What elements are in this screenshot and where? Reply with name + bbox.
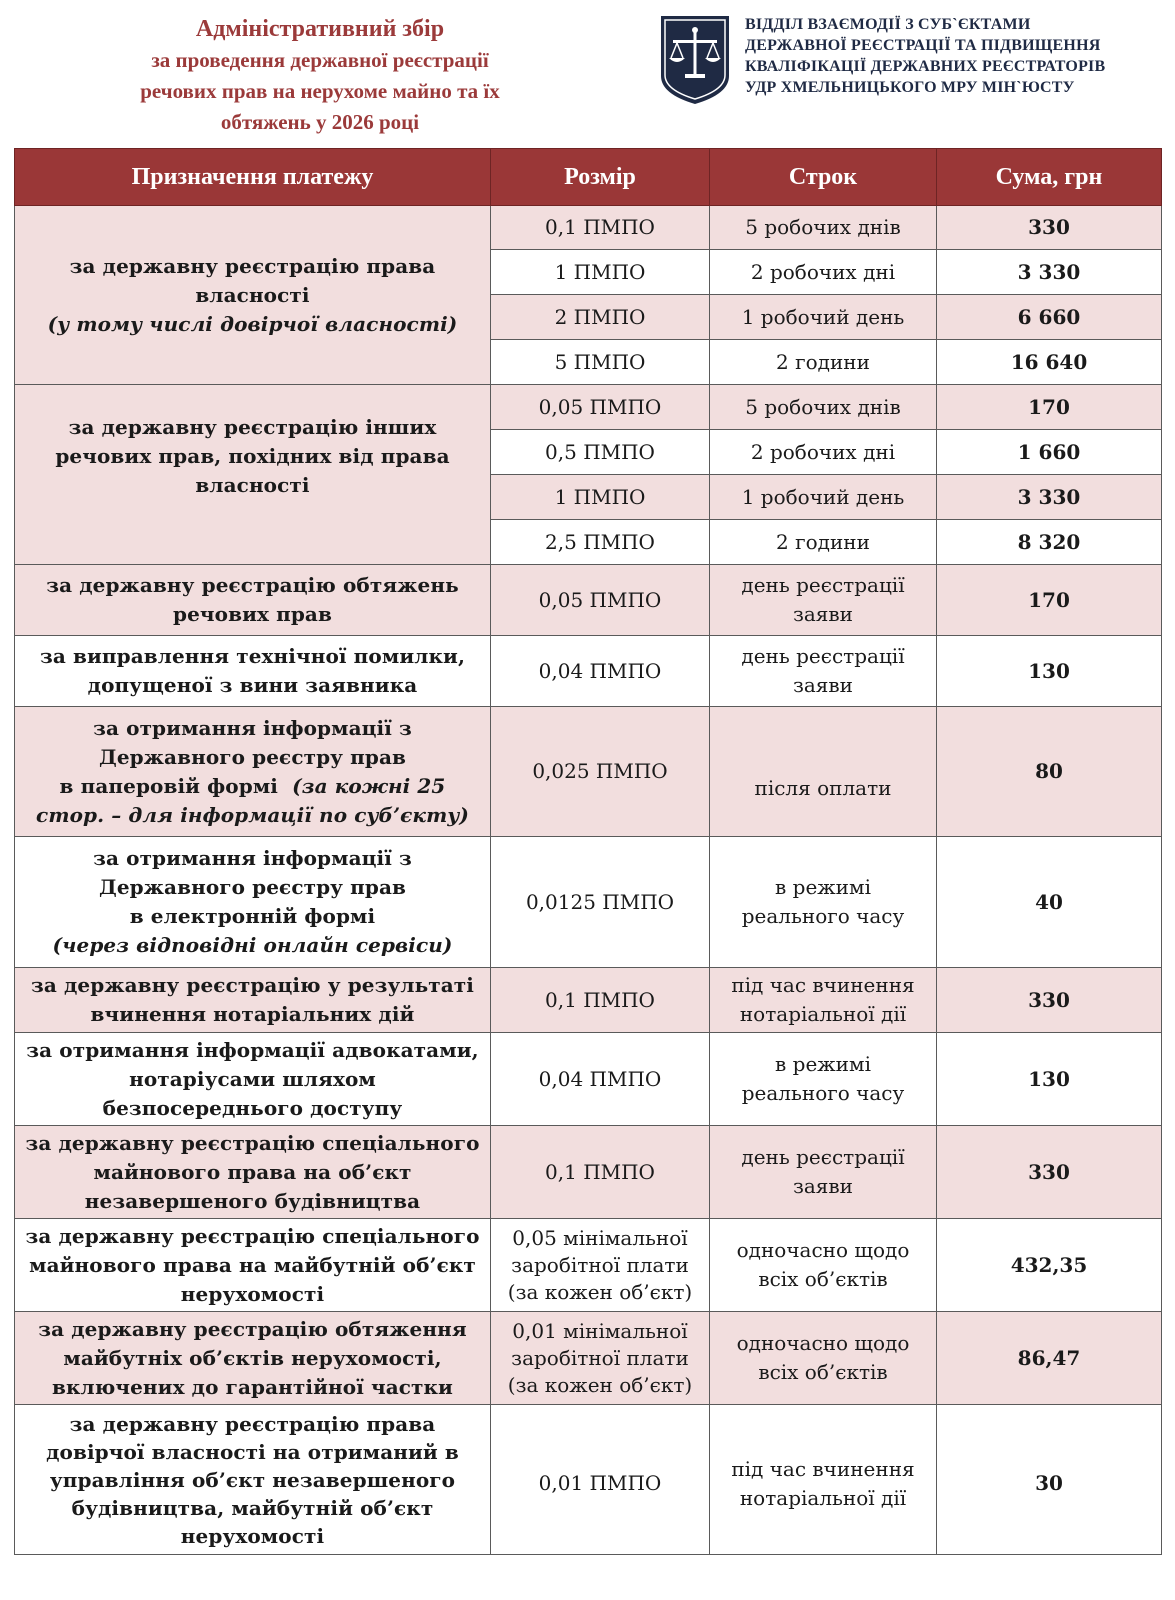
term-line: в режимі [775, 1052, 871, 1076]
table-row [15, 565, 1162, 636]
size-cell: 2 ПМПО [491, 295, 710, 340]
term-line: заяви [792, 673, 854, 697]
size-line: (за кожен об’єкт) [507, 1372, 693, 1397]
term-line: день реєстрації [741, 644, 905, 668]
amount-cell: 40 [937, 837, 1162, 968]
purpose-cell [15, 1312, 491, 1405]
purpose-line: Державного реєстру прав [98, 744, 407, 769]
document-title [30, 14, 610, 138]
department-line: ВІДДІЛ ВЗАЄМОДІЇ З СУБ`ЄКТАМИ [745, 16, 1031, 33]
term-cell [710, 707, 937, 837]
table-header-row [15, 149, 1162, 206]
term-cell [710, 837, 937, 968]
size-cell: 0,5 ПМПО [491, 430, 710, 475]
title-line: обтяжень у 2026 році [220, 110, 420, 134]
purpose-line: безпосереднього доступу [102, 1095, 403, 1120]
department-line: ДЕРЖАВНОЇ РЕЄСТРАЦІЇ ТА ПІДВИЩЕННЯ [745, 37, 1101, 54]
term-cell [710, 1219, 937, 1312]
size-cell: 0,1 ПМПО [491, 206, 710, 250]
table-row [15, 837, 1162, 968]
size-cell: 0,05 ПМПО [491, 565, 710, 636]
purpose-line: за державну реєстрацію права [69, 253, 436, 278]
term-cell [710, 1312, 937, 1405]
amount-cell: 3 330 [937, 250, 1162, 295]
amount-cell: 330 [937, 1126, 1162, 1219]
term-line: реального часу [741, 904, 905, 928]
term-cell [710, 636, 937, 707]
size-cell: 0,0125 ПМПО [491, 837, 710, 968]
size-line: заробітної плати [511, 1252, 689, 1277]
term-line: день реєстрації [741, 573, 905, 597]
purpose-line: речових прав, похідних від права [55, 444, 450, 468]
department-name [745, 14, 1165, 98]
fees-table [14, 148, 1162, 1555]
amount-cell: 130 [937, 1033, 1162, 1126]
size-cell: 0,1 ПМПО [491, 1126, 710, 1219]
amount-cell: 16 640 [937, 340, 1162, 385]
term-cell: 5 робочих днів [710, 385, 937, 430]
purpose-line: довірчої власності на отриманий в [46, 1439, 459, 1464]
purpose-cell [15, 206, 491, 385]
table-row [15, 1405, 1162, 1555]
purpose-note: (у тому числі довірчої власності) [47, 311, 458, 336]
purpose-cell [15, 1405, 491, 1555]
amount-cell: 30 [937, 1405, 1162, 1555]
purpose-line: за державну реєстрацію права [69, 1411, 436, 1436]
term-line: заяви [792, 602, 854, 626]
purpose-note: стор. – для інформації по суб’єкту) [36, 802, 469, 827]
term-cell [710, 968, 937, 1033]
purpose-cell [15, 1219, 491, 1312]
purpose-cell [15, 968, 491, 1033]
size-line: 0,05 мінімальної [512, 1225, 688, 1250]
purpose-cell [15, 1033, 491, 1126]
purpose-line: власності [195, 473, 310, 497]
term-cell: 5 робочих днів [710, 206, 937, 250]
term-line: день реєстрації [741, 1145, 905, 1169]
table-row [15, 707, 1162, 837]
term-cell: 2 робочих дні [710, 430, 937, 475]
purpose-line: нерухомості [180, 1281, 325, 1306]
title-line: Адміністративний збір [195, 16, 445, 42]
purpose-line: нерухомості [180, 1523, 325, 1548]
term-line: заяви [792, 1174, 854, 1198]
amount-cell: 1 660 [937, 430, 1162, 475]
term-cell: 1 робочий день [710, 295, 937, 340]
table-row [15, 636, 1162, 707]
purpose-line: незавершеного будівництва [84, 1188, 421, 1213]
purpose-line: в електронній формі [129, 904, 376, 928]
purpose-note: (через відповідні онлайн сервіси) [52, 933, 453, 957]
purpose-line: включених до гарантійної частки [51, 1374, 453, 1399]
term-line: одночасно щодо [736, 1238, 910, 1262]
term-line: під час вчинення [731, 1456, 915, 1481]
purpose-line: нотаріусами шляхом [129, 1066, 376, 1091]
purpose-cell [15, 385, 491, 565]
table-row [15, 968, 1162, 1033]
amount-cell: 170 [937, 565, 1162, 636]
size-cell [491, 1312, 710, 1405]
purpose-note: (за кожні 25 [292, 773, 446, 798]
size-cell: 5 ПМПО [491, 340, 710, 385]
purpose-line: в паперовій формі [59, 773, 278, 798]
purpose-cell [15, 1126, 491, 1219]
scales-of-justice-icon [659, 14, 731, 106]
term-line: після оплати [754, 776, 892, 800]
purpose-line: допущеної з вини заявника [87, 673, 418, 697]
term-cell [710, 1033, 937, 1126]
purpose-line: за державну реєстрацію обтяження [38, 1316, 467, 1341]
table-row [15, 1126, 1162, 1219]
term-cell [710, 1126, 937, 1219]
table-row [15, 206, 1162, 250]
size-cell: 0,04 ПМПО [491, 636, 710, 707]
purpose-line: за виправлення технічної помилки, [39, 644, 466, 668]
purpose-line: за отримання інформації з [93, 846, 412, 870]
table-row [15, 1312, 1162, 1405]
amount-cell: 8 320 [937, 520, 1162, 565]
purpose-line: майнового права на об’єкт [93, 1159, 412, 1184]
size-cell: 2,5 ПМПО [491, 520, 710, 565]
purpose-line: за отримання інформації з [93, 715, 412, 740]
amount-cell: 330 [937, 206, 1162, 250]
title-line: речових прав на нерухоме майно та їх [140, 79, 500, 103]
department-line: КВАЛІФІКАЦІЇ ДЕРЖАВНИХ РЕЄСТРАТОРІВ [745, 58, 1106, 75]
purpose-line: за державну реєстрацію спеціального [25, 1223, 480, 1248]
purpose-line: за державну реєстрацію інших [68, 415, 437, 439]
purpose-line: управління об’єкт незавершеного [49, 1467, 456, 1492]
term-cell: 2 години [710, 340, 937, 385]
amount-cell: 6 660 [937, 295, 1162, 340]
size-cell: 1 ПМПО [491, 250, 710, 295]
size-cell: 0,025 ПМПО [491, 707, 710, 837]
term-line: всіх об’єктів [758, 1360, 888, 1384]
purpose-line: майбутніх об’єктів нерухомості, [63, 1345, 442, 1370]
amount-cell: 130 [937, 636, 1162, 707]
purpose-line: за державну реєстрацію у результаті [31, 973, 474, 997]
table-row [15, 385, 1162, 430]
amount-cell: 3 330 [937, 475, 1162, 520]
size-line: 0,01 мінімальної [512, 1318, 688, 1343]
size-cell [491, 1219, 710, 1312]
purpose-line: за державну реєстрацію обтяжень [46, 573, 459, 597]
size-cell: 0,01 ПМПО [491, 1405, 710, 1555]
purpose-line: Державного реєстру прав [98, 875, 407, 899]
term-line: під час вчинення [731, 973, 915, 997]
term-cell: 2 робочих дні [710, 250, 937, 295]
term-line: реального часу [741, 1081, 905, 1105]
purpose-line: речових прав [173, 602, 332, 626]
term-line: нотаріальної дії [739, 1485, 907, 1510]
amount-cell: 330 [937, 968, 1162, 1033]
purpose-line: будівництва, майбутній об’єкт [71, 1495, 434, 1520]
purpose-line: вчинення нотаріальних дій [90, 1002, 415, 1026]
term-cell: 2 години [710, 520, 937, 565]
term-line: одночасно щодо [736, 1331, 910, 1355]
purpose-cell [15, 636, 491, 707]
purpose-cell [15, 565, 491, 636]
term-line: нотаріальної дії [739, 1002, 907, 1026]
page-header [0, 0, 1175, 140]
header-term: Строк [710, 149, 937, 206]
department-line: УДР ХМЕЛЬНИЦЬКОГО МРУ МІН`ЮСТУ [745, 79, 1075, 96]
size-cell: 0,04 ПМПО [491, 1033, 710, 1126]
amount-cell: 80 [937, 707, 1162, 837]
term-line: всіх об’єктів [758, 1267, 888, 1291]
table-row [15, 1033, 1162, 1126]
term-cell: 1 робочий день [710, 475, 937, 520]
size-line: заробітної плати [511, 1345, 689, 1370]
term-line: в режимі [775, 875, 871, 899]
purpose-line: майнового права на майбутній об’єкт [29, 1252, 476, 1277]
term-cell [710, 1405, 937, 1555]
purpose-line: за державну реєстрацію спеціального [25, 1130, 480, 1155]
size-cell: 0,1 ПМПО [491, 968, 710, 1033]
header-amount: Сума, грн [937, 149, 1162, 206]
size-cell: 0,05 ПМПО [491, 385, 710, 430]
purpose-line: за отримання інформації адвокатами, [26, 1037, 479, 1062]
title-line: за проведення державної реєстрації [151, 48, 489, 72]
purpose-line: власності [195, 282, 310, 307]
purpose-cell [15, 837, 491, 968]
size-line: (за кожен об’єкт) [507, 1279, 693, 1304]
header-size: Розмір [491, 149, 710, 206]
purpose-cell [15, 707, 491, 837]
size-cell: 1 ПМПО [491, 475, 710, 520]
header-purpose: Призначення платежу [15, 149, 491, 206]
table-row [15, 1219, 1162, 1312]
amount-cell: 170 [937, 385, 1162, 430]
term-cell [710, 565, 937, 636]
amount-cell: 432,35 [937, 1219, 1162, 1312]
amount-cell: 86,47 [937, 1312, 1162, 1405]
